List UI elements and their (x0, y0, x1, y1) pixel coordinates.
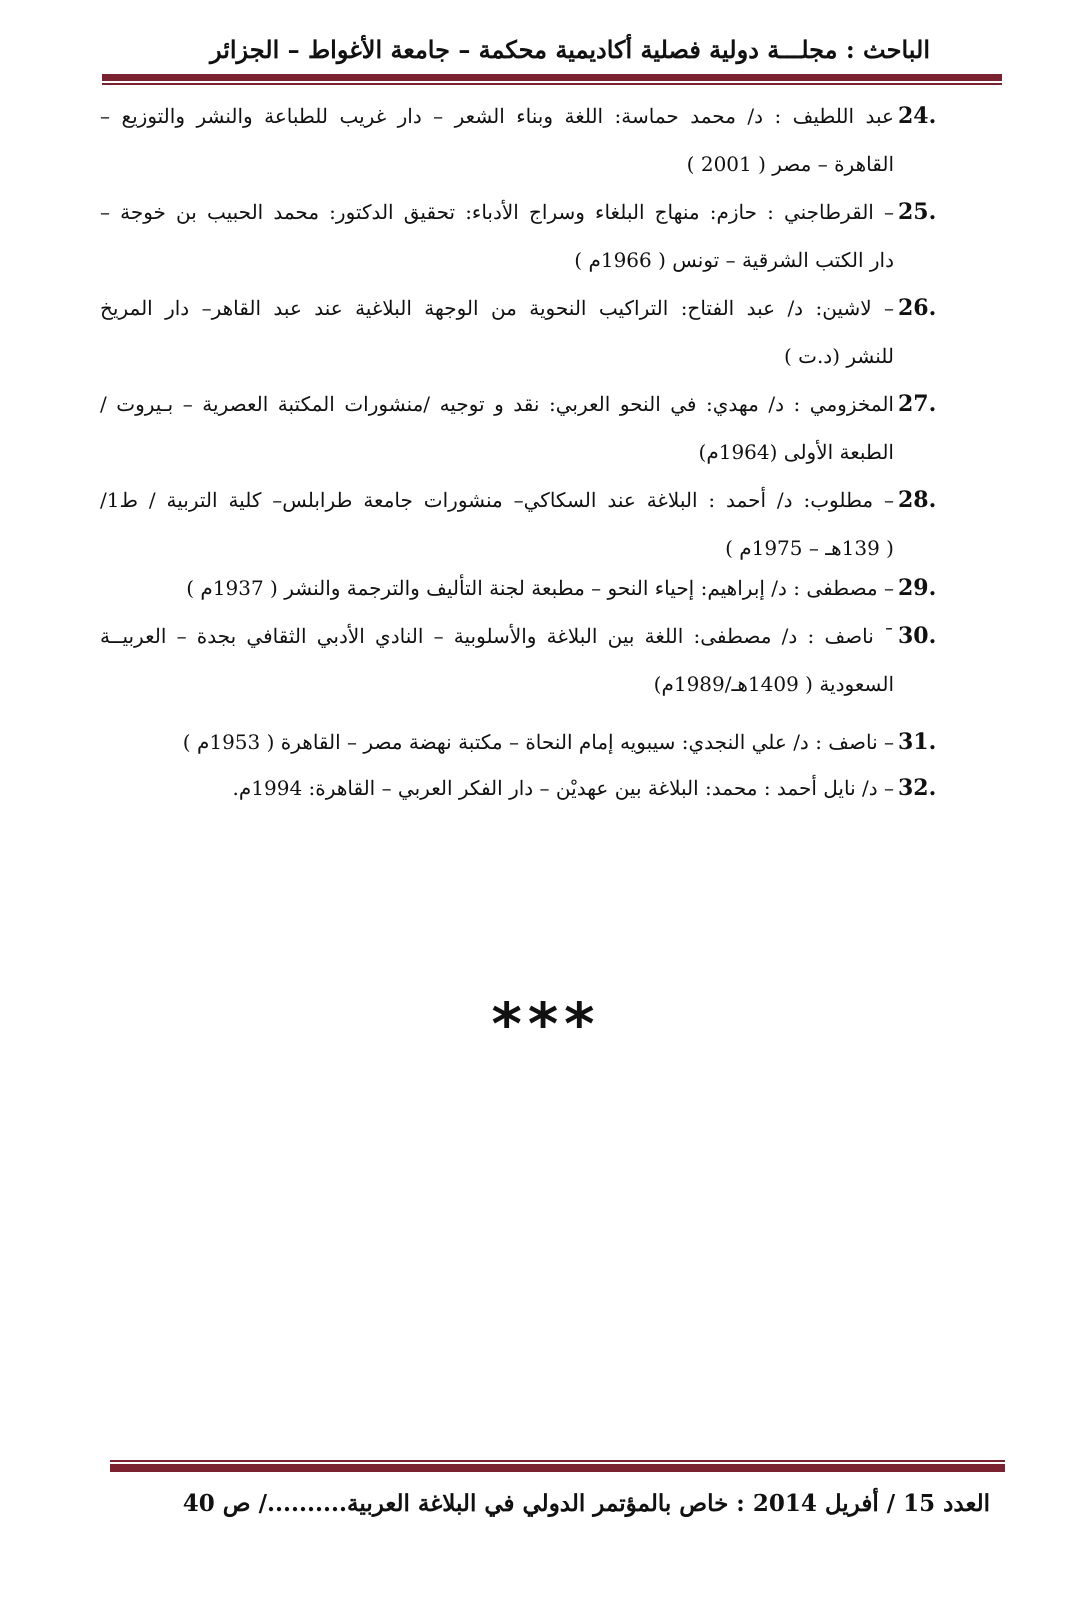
reference-text-line: ( 139هـ – 1975م ) (725, 536, 894, 560)
reference-text-line: – مطلوب: د/ أحمد : البلاغة عند السكاكي– منشورات جامعة طرابلس– كلية التربية / ط1/ (100, 488, 894, 512)
footer-rule-thick (110, 1464, 1005, 1472)
reference-number: 24. (898, 103, 937, 129)
reference-number: 32. (898, 775, 937, 801)
reference-text-line: دار الكتب الشرقية – تونس ( 1966م ) (574, 248, 894, 272)
reference-item (100, 284, 950, 380)
footer-rule-thin (110, 1460, 1005, 1462)
reference-text-line: – ناصف : د/ علي النجدي: سيبويه إمام النحاة – مكتبة نهضة مصر – القاهرة ( 1953م ) (182, 730, 894, 754)
reference-text-line: – د/ نايل أحمد : محمد: البلاغة بين عهديْن – دار الفكر العربي – القاهرة: 1994م. (232, 776, 894, 800)
footer-rule (110, 1460, 1005, 1474)
reference-item (100, 188, 950, 284)
reference-text-line: – القرطاجني : حازم: منهاج البلغاء وسراج الأدباء: تحقيق الدكتور: محمد الحبيب بن خوجة – (100, 200, 894, 224)
reference-number: 26. (898, 295, 937, 321)
reference-text-line: للنشر (د.ت ) (783, 344, 894, 368)
reference-number: 30. (898, 623, 937, 649)
reference-number: 31. (898, 729, 937, 755)
reference-text-line: عبد اللطيف : د/ محمد حماسة: اللغة وبناء الشعر – دار غريب للطباعة والنشر والتوزيع – (100, 104, 894, 128)
reference-item (100, 764, 950, 812)
reference-item (100, 380, 950, 476)
section-separator: *** (491, 990, 601, 1058)
reference-text-line: الطبعة الأولى (1964م) (698, 440, 894, 464)
reference-text-line: المخزومي : د/ مهدي: في النحو العربي: نقد و توجيه /منشورات المكتبة العصرية – بـيروت / (100, 392, 894, 416)
running-header: الباحث : مجلـــة دولية فصلية أكاديمية محكمة – جامعة الأغواط – الجزائر (209, 35, 930, 64)
reference-item (100, 718, 950, 766)
reference-text-line: – مصطفى : د/ إبراهيم: إحياء النحو – مطبعة لجنة التأليف والترجمة والنشر ( 1937م ) (186, 576, 894, 600)
running-footer: العدد 15 / أفريل 2014 : خاص بالمؤتمر الدولي في البلاغة العربية........../ ص 40 (182, 1490, 990, 1517)
reference-number: 27. (898, 391, 937, 417)
header-rule-thick (102, 74, 1002, 81)
header-rule-thin (102, 83, 1002, 85)
reference-text-line: ¯ ناصف : د/ مصطفى: اللغة بين البلاغة والأسلوبية – النادي الأدبي الثقافي بجدة – العربيــة (100, 624, 895, 648)
reference-text-line: القاهرة – مصر ( 2001 ) (686, 152, 894, 176)
reference-item (100, 612, 950, 708)
reference-text-line: – لاشين: د/ عبد الفتاح: التراكيب النحوية من الوجهة البلاغية عند عبد القاهر– دار المريخ (100, 296, 894, 320)
reference-item (100, 564, 950, 612)
reference-number: 29. (898, 575, 937, 601)
reference-number: 28. (898, 487, 937, 513)
reference-item (100, 92, 950, 188)
reference-number: 25. (898, 199, 937, 225)
reference-text-line: السعودية ( 1409هـ/1989م) (653, 672, 894, 696)
header-rule (102, 74, 1002, 86)
reference-item (100, 476, 950, 572)
